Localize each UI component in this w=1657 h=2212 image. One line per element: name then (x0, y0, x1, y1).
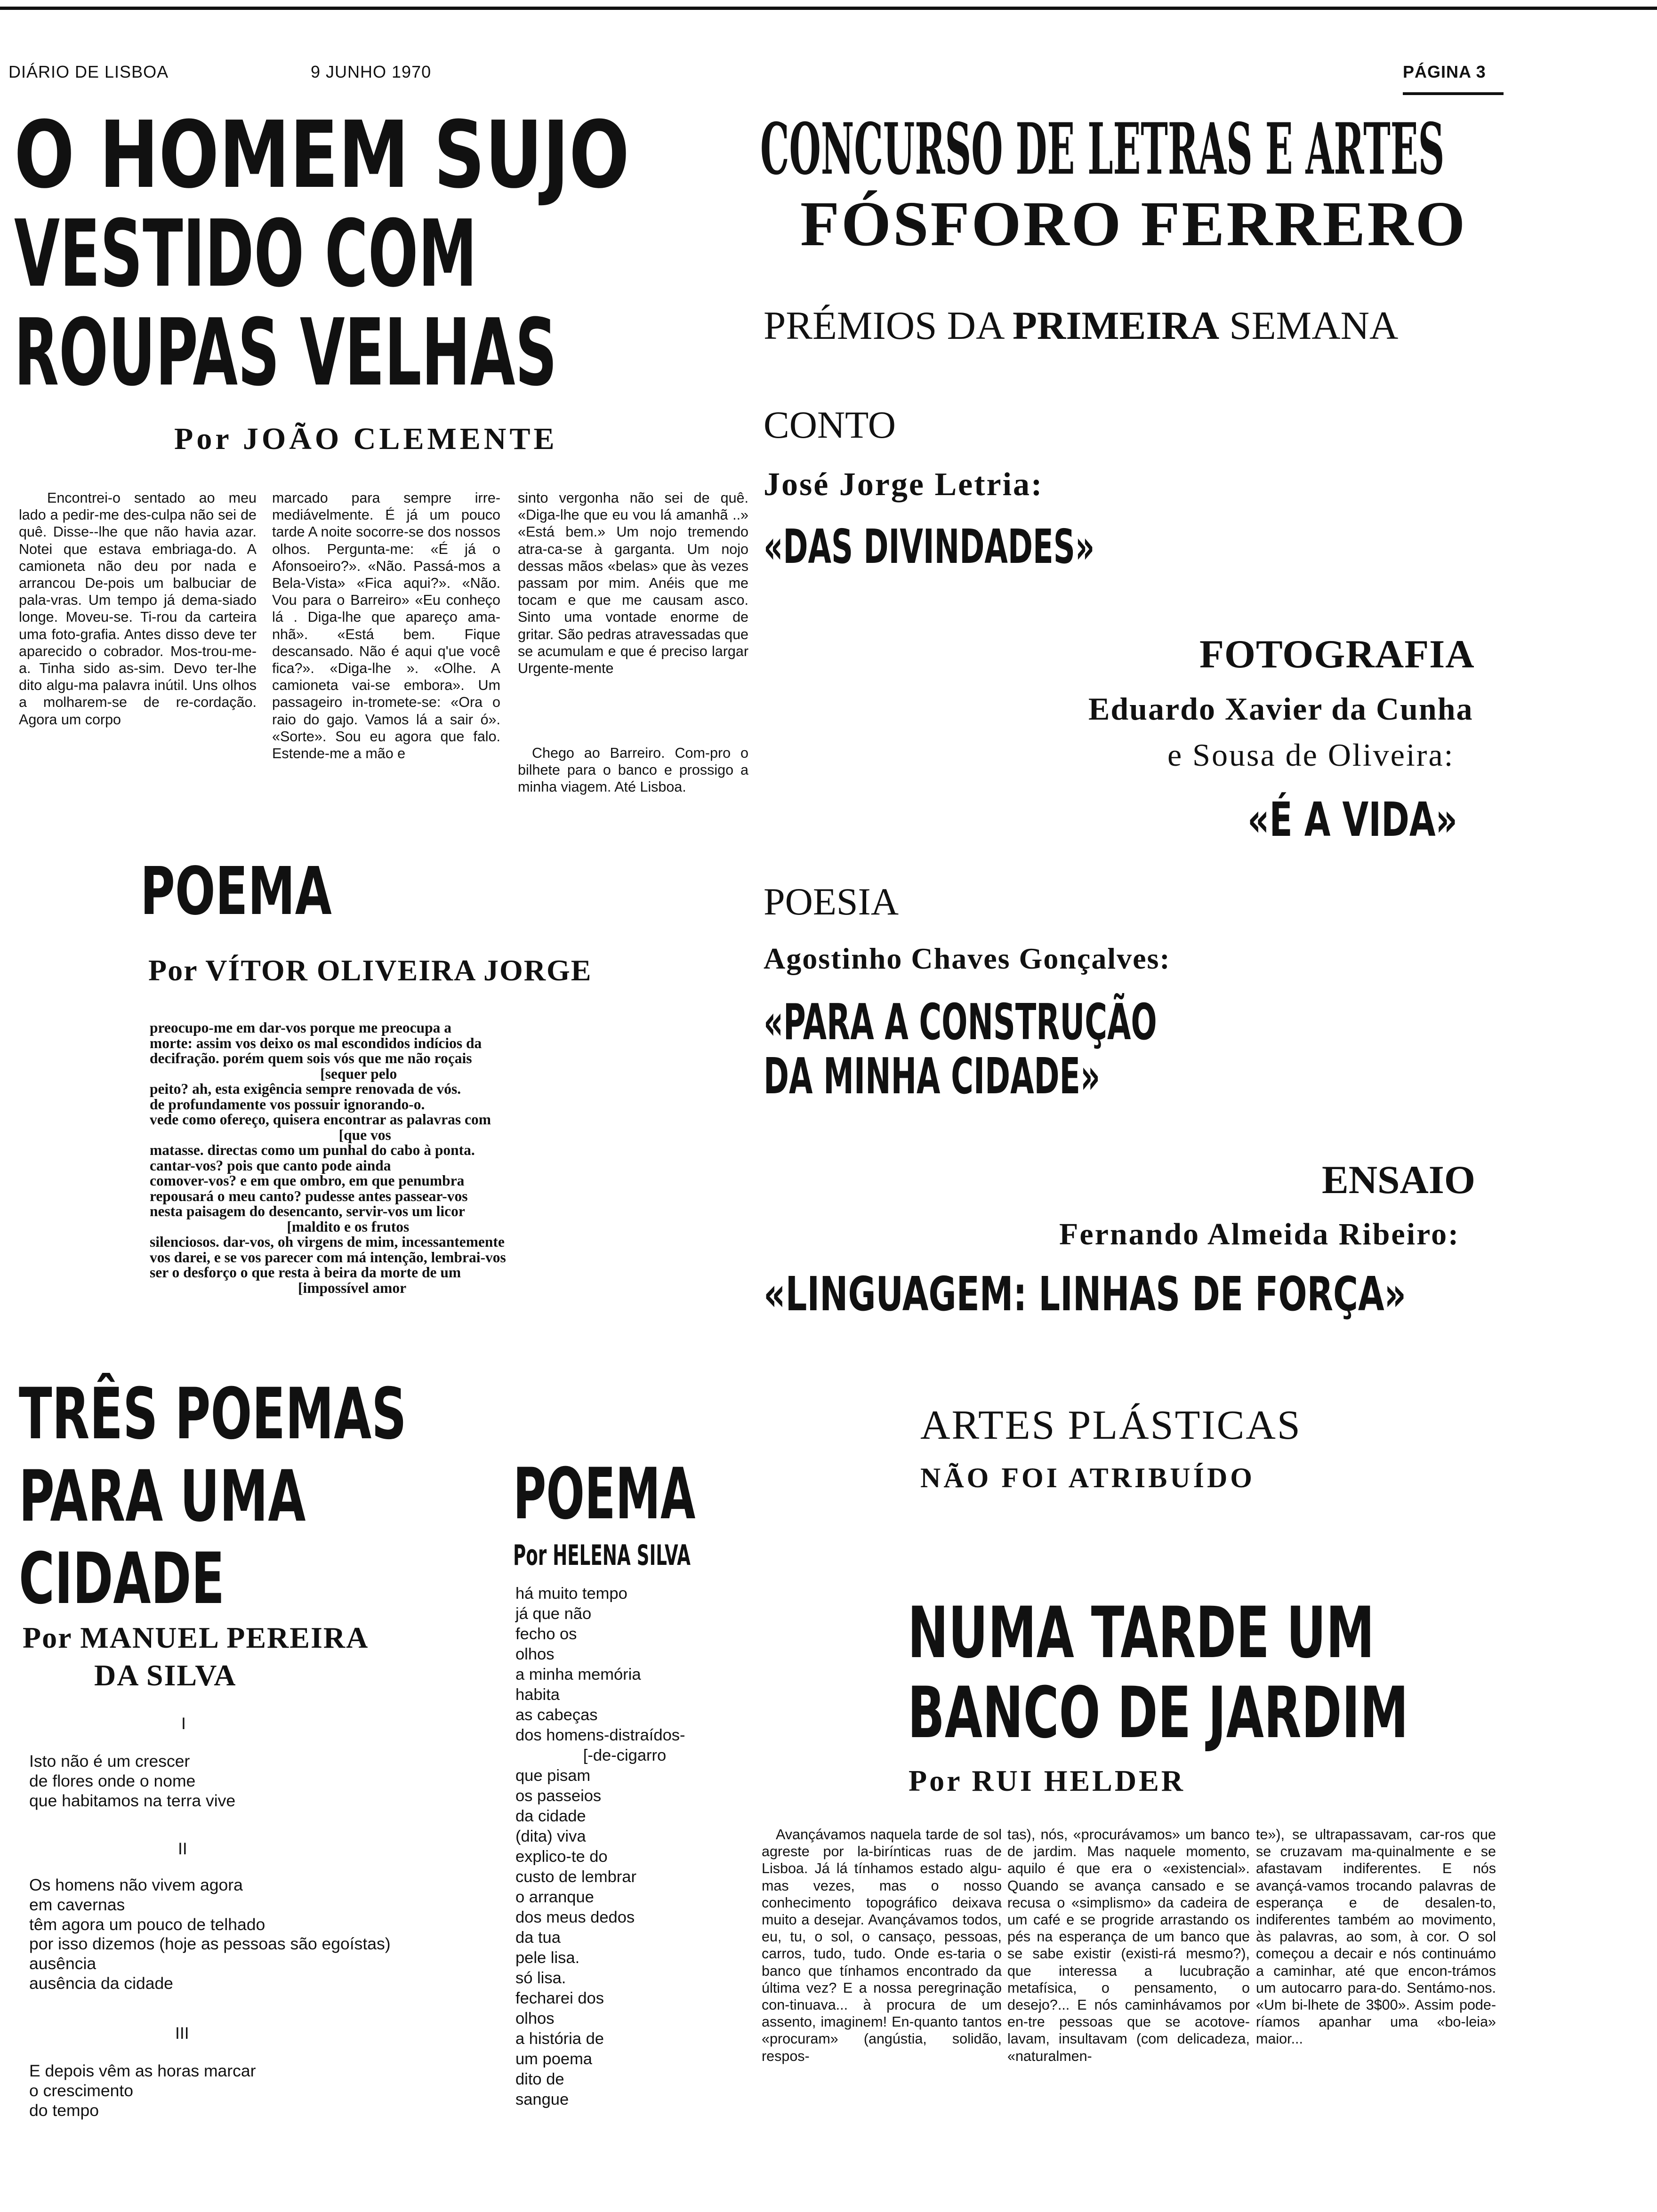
article1-column-3b: Chego ao Barreiro. Com-pro o bilhete para o banco e prossigo a minha viagem. Até Lisboa. (518, 745, 748, 795)
prizes-text-c: SEMANA (1229, 304, 1399, 348)
ensaio-author: Fernando Almeida Ribeiro: (1059, 1217, 1460, 1251)
poem-line: Os homens não vivem agora (29, 1875, 243, 1894)
poem-line: repousará o meu canto? pudesse antes passear-vos (150, 1187, 468, 1204)
poem-line: de flores onde o nome (29, 1771, 196, 1790)
article1-column-1: Encontrei-o sentado ao meu lado a pedir-me des-culpa não sei de quê. Disse--lhe que não havia azar. Notei que estava embriaga-do. A camioneta não deu por nada e arrancou De-pois um balbuciar de pala-vras. Um tempo já dema-siado longe. Moveu-se. Ti-rou da carteira uma foto-grafia. Antes disso deve ter aparecido o cobrador. Mos-trou-me-a. Tinha sido as-sim. Devo ter-lhe dito algu-ma palavra inútil. Uns olhos a molharem-se de re-cordação. Agora um corpo (19, 490, 257, 728)
poem-line: pele lisa. (515, 1949, 580, 1967)
article1-column-3a: sinto vergonha não sei de quê. «Diga-lhe que eu vou lá amanhã ..» «Está bem.» Um nojo tremendo atra-ca-se à garganta. Um nojo dessas mãos «belas» que às vezes passam por mim. Anéis que me tocam e que me causam asco. Sinto uma vontade enorme de gritar. São pedras atravessadas que se acumulam e que é preciso largar Urgente-mente (518, 490, 748, 677)
artes-category: ARTES PLÁSTICAS (920, 1403, 1302, 1448)
poem-line: já que não (515, 1605, 592, 1623)
article5-column-1: Avançávamos naquela tarde de sol agreste por la-birínticas ruas de Lisboa. Já lá tínhamos estado algu-mas vezes, mas o nosso conhecimento topográfico deixava muito a desejar. Avançávamos todos, eu, tu, o sol, o cansaço, pessoas, carros, tudo, tudo. Onde es-taria o banco que tínhamos encontrado da última vez? E a nossa peregrinação con-tinuava... à procura de um assento, imaginem! En-quanto tantos «procuram» (angústia, solidão, respos- (762, 1827, 1002, 2064)
section-numeral: III (175, 2024, 189, 2043)
page-number-rule (1403, 92, 1504, 95)
poesia-work-line1: «PARA A CONSTRUÇÃO (764, 994, 1157, 1051)
fotografia-author2: e Sousa de Oliveira: (1167, 737, 1455, 773)
poem-line: nesta paisagem do desencanto, servir-vos um licor (150, 1203, 465, 1219)
poem-line: dito de (515, 2070, 564, 2088)
ensaio-work: «LINGUAGEM: LINHAS DE FORÇA» (764, 1266, 1407, 1322)
contest-title-line1: CONCURSO DE LETRAS E ARTES (760, 108, 1445, 191)
newspaper-name: DIÁRIO DE LISBOA (8, 62, 169, 81)
poem-line: [impossível amor (150, 1279, 407, 1296)
poem-line: cantar-vos? pois que canto pode ainda (150, 1157, 391, 1174)
poem-line: dos homens-distraídos- (515, 1726, 685, 1744)
poem-line: [maldito e os frutos (150, 1218, 410, 1235)
article1-title-line3: ROUPAS VELHAS (14, 299, 557, 407)
poem-line: os passeios (515, 1787, 602, 1805)
fotografia-work: «É A VIDA» (1247, 792, 1458, 847)
poesia-work-line2: DA MINHA CIDADE» (764, 1048, 1101, 1105)
article2-byline: Por VÍTOR OLIVEIRA JORGE (148, 954, 592, 987)
poem-line: o arranque (515, 1888, 594, 1906)
poem-line: custo de lembrar (515, 1868, 636, 1886)
article1-title-line2: VESTIDO COM (14, 200, 477, 308)
poem-line: decifração. porém quem sois vós que me não roçais (150, 1050, 472, 1066)
article5-byline: Por RUI HELDER (909, 1764, 1185, 1797)
poem-line: comover-vos? e em que ombro, em que penumbra (150, 1172, 465, 1189)
article4-byline: Por HELENA SILVA (513, 1539, 691, 1572)
article3-title-line2: PARA UMA (19, 1456, 306, 1538)
conto-author: José Jorge Letria: (764, 466, 1044, 503)
poem-line: [sequer pelo (150, 1065, 397, 1082)
article1-byline: Por JOÃO CLEMENTE (174, 422, 558, 456)
article4-poem (515, 1584, 751, 2110)
poem-line: E depois vêm as horas marcar (29, 2061, 256, 2080)
poesia-category: POESIA (764, 880, 899, 923)
poem-line: [-de-cigarro (515, 1747, 667, 1764)
poem-line: Isto não é um crescer (29, 1752, 190, 1771)
prizes-text-b: PRIMEIRA (1013, 304, 1220, 348)
page-number: PÁGINA 3 (1403, 62, 1486, 81)
poem-line: por isso dizemos (hoje as pessoas são egoístas) (29, 1934, 391, 1954)
poem-line: que habitamos na terra vive (29, 1791, 236, 1810)
article2-title: POEMA (140, 853, 332, 930)
poem-line: [que vos (150, 1126, 391, 1143)
poem-line: olhos (515, 2010, 555, 2028)
poem-line: ser o desforço o que resta à beira da morte de um (150, 1264, 461, 1281)
poem-line: em cavernas (29, 1895, 125, 1914)
issue-date: 9 JUNHO 1970 (311, 62, 432, 81)
poem-line: da cidade (515, 1807, 586, 1825)
artes-result: NÃO FOI ATRIBUÍDO (920, 1462, 1255, 1493)
poem-line: a minha memória (515, 1666, 641, 1683)
poem-line: só lisa. (515, 1969, 566, 1987)
poem-line: ausência (29, 1954, 97, 1973)
contest-prizes-heading (764, 306, 1398, 346)
poem-line: fecho os (515, 1625, 577, 1643)
poem-line: do tempo (29, 2100, 99, 2120)
contest-title-line2: FÓSFORO FERRERO (800, 189, 1467, 259)
poem-line: preocupo-me em dar-vos porque me preocupa a (150, 1019, 452, 1036)
fotografia-category: FOTOGRAFIA (1199, 632, 1475, 676)
poem-line: vede como ofereço, quisera encontrar as palavras com (150, 1111, 491, 1128)
poem-line: silenciosos. dar-vos, oh virgens de mim, incessantemente (150, 1234, 505, 1250)
conto-work: «DAS DIVINDADES» (764, 519, 1095, 574)
article3-title-line1: TRÊS POEMAS (19, 1373, 407, 1455)
poem-line: fecharei dos (515, 1989, 604, 2007)
poem-line: explico-te do (515, 1848, 608, 1866)
article3-section-2 (29, 1875, 391, 1994)
poem-line: peito? ah, esta exigência sempre renovada de vós. (150, 1081, 461, 1097)
section-numeral: II (178, 1839, 187, 1858)
poem-line: olhos (515, 1645, 555, 1663)
article5-title-line2: BANCO DE JARDIM (908, 1672, 1408, 1754)
poem-line: (dita) viva (515, 1827, 586, 1845)
prizes-text-a: PRÉMIOS DA (764, 304, 1003, 348)
article5-column-2: tas), nós, «procurávamos» um banco de jardim. Mas naquele momento, aquilo é que era o «existencial». Quando se avança cansado e se recusa o «simplismo» da cadeira de um café e se progride arrastando os pés na esperança de um banco que se sabe existir (existi-rá mesmo?), que interessa a lucubração metafísica, o pensamento, o desejo?... E nós caminhávamos por en-tre pessoas que se acotove-lavam, insultavam (com delicadeza, «naturalmen- (1007, 1827, 1250, 2064)
poem-line: da tua (515, 1929, 561, 1947)
poem-line: vos darei, e se vos parecer com má intenção, lembrai-vos (150, 1249, 506, 1266)
article5-title-line1: NUMA TARDE UM (908, 1592, 1375, 1674)
poem-line: habita (515, 1686, 560, 1704)
article1-column-2: marcado para sempre irre-mediávelmente. É já um pouco tarde A noite socorre-se dos nossos olhos. Pergunta-me: «É já o Afonsoeiro?». «Não. Passá-mos a Bela-Vista» «Fica aqui?». «Não. Vou para o Barreiro» «Eu conheço lá . Diga-lhe que apareço ama-nhã». «Está bem. Fique descansado. Não é aqui q'ue você fica?». «Diga-lhe ». «Olhe. A camioneta vai-se embora». Um passageiro in-tromete-se: «Ora o raio do gajo. Vamos lá a sair ó». «Sorte». Sou eu agora que falo. Estende-me a mão e (272, 490, 500, 762)
article3-byline-line1: Por MANUEL PEREIRA (23, 1621, 369, 1654)
article3-byline-line2: DA SILVA (94, 1659, 237, 1692)
poem-line: a história de (515, 2030, 604, 2048)
poem-line: ausência da cidade (29, 1973, 173, 1993)
poem-line: morte: assim vos deixo os mal escondidos indícios da (150, 1034, 482, 1051)
article1-title-line1: O HOMEM SUJO (14, 102, 630, 209)
article5-column-3: te»), se ultrapassavam, car-ros que se cruzavam ma-quinalmente e se afastavam indiferentes. E nós avançá-vamos trocando palavras de esperança e de desalen-to, indiferentes também ao movimento, às palavras, ao som, à cor. O sol começou a decair e nós continuámo a caminhar, até que encon-trámos um autocarro para-do. Sentámo-nos. «Um bi-lhete de 3$00». Assim pode-ríamos apanhar uma «bo-leia» maior... (1256, 1827, 1496, 2047)
article3-section-1 (29, 1752, 235, 1811)
poem-line: as cabeças (515, 1706, 598, 1724)
poem-line: há muito tempo (515, 1585, 627, 1603)
conto-category: CONTO (764, 403, 896, 446)
section-numeral: I (181, 1714, 186, 1733)
ensaio-category: ENSAIO (1322, 1158, 1475, 1202)
poem-line: matasse. directas como um punhal do cabo à ponta. (150, 1142, 475, 1158)
poem-line: um poema (515, 2050, 592, 2068)
article3-section-3 (29, 2061, 256, 2120)
article3-title-line3: CIDADE (19, 1538, 225, 1620)
poem-line: que pisam (515, 1767, 591, 1785)
article2-poem (150, 1020, 691, 1296)
article4-title: POEMA (513, 1453, 696, 1535)
top-rule (0, 7, 1657, 10)
poem-line: dos meus dedos (515, 1908, 635, 1926)
poem-line: têm agora um pouco de telhado (29, 1915, 265, 1934)
fotografia-author1: Eduardo Xavier da Cunha (1088, 691, 1473, 727)
poem-line: de profundamente vos possuir ignorando-o. (150, 1096, 425, 1113)
poem-line: sangue (515, 2091, 569, 2108)
poem-line: o crescimento (29, 2081, 133, 2100)
poesia-author: Agostinho Chaves Gonçalves: (764, 942, 1171, 975)
